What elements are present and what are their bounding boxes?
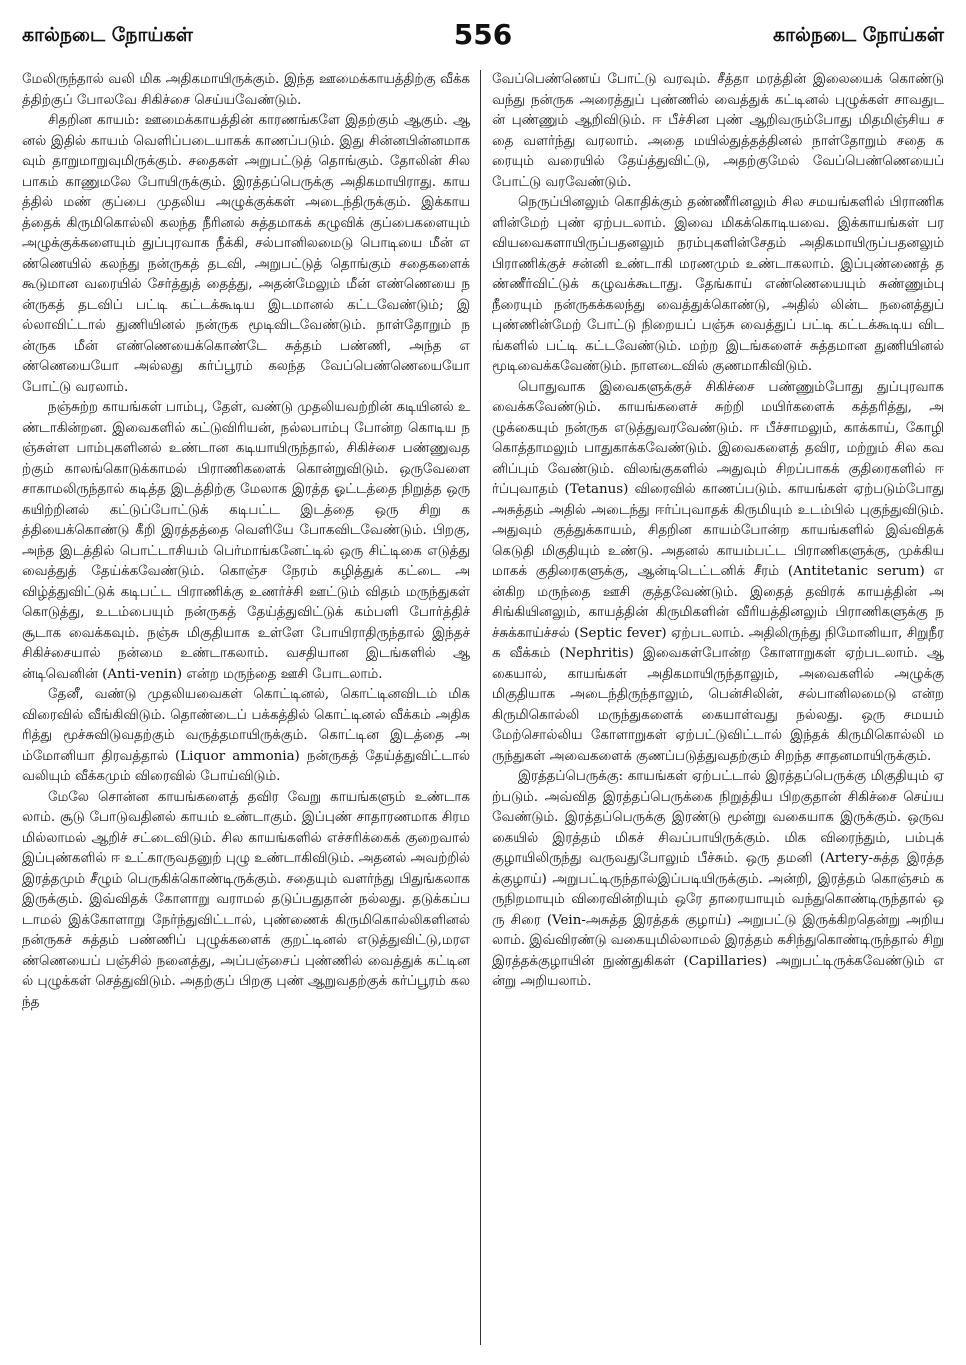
paragraph: பொதுவாக இவைகளுக்குச் சிகிச்சை பண்ணும்போது துப்புரவாக வைக்கவேண்டும். காயங்களைச் சுற்றி மயிர்களைக் கத்தரித்து, அழுக்கையும் நன்ருக எடுத்துவரவேண்டும். ஈ பீச்சாமலும், காக்காய், கோழி கொத்தாமலும் பாதுகாக்கவேண்டும். இவைகளைத் தவிர, மற்றும் சில கவனிப்பும் வேண்டும். விலங்குகளில் அதுவும் சிறப்பாகக் குதிரைகளில் ஈர்ப்புவாதம் (Tetanus) விரைவில் காணப்படும். காயங்கள் ஏற்படும்போது அசுத்தம் அதில் அடைந்து ஈர்ப்புவாதக் கிருமியும் உடம்பில் புகுந்துவிடும். அதுவும் குத்துக்காயம், சிதறின காயம்போன்ற காயங்களில் இவ்விதக் கெடுதி மிகுதியும் உண்டு. அதனல் காயம்பட்ட பிராணிகளுக்கு, முக்கியமாகக் குதிரைகளுக்கு, ஆன்டிடெட்டனிக் சீரம் (Antitetanic serum) என்கிற மருந்தை ஊசி குத்தவேண்டும். இதைத் தவிரக் காயத்தின் அசிங்கியினலும், காயத்தின் கிருமிகளின் வீரியத்தினலும் பிராணிகளுக்கு நச்சுக்காய்ச்சல் (Septic fever) ஏற்படலாம். அதிலிருந்து நிமோனியா, சிறுநீரக வீக்கம் (Nephritis) இவைகள்போன்ற கோளாறுகள் ஏற்படலாம். ஆகையால், காயங்கள் அதிகமாயிருந்தாலும், அவைகளில் அழுக்கு மிகுதியாக அடைந்திருந்தாலும், பென்சிலின், சல்பானிலமைடு என்ற கிருமிகொல்லி மருந்துகளைக் கையாள்வது நல்லது. ஒரு சமயம் மேற்சொல்லிய கோளாறுகள் ஏற்பட்டுவிட்டால் இந்தக் கிருமிகொல்லி மருந்துகள் அவைகளைக் குணப்படுத்துவதற்கும் சிறந்த சாதனமாயிருக்கும். xyxy=(492,379,944,764)
paragraph: நெருப்பினலும் கொதிக்கும் தண்ணீரினலும் சில சமயங்களில் பிராணிகளின்மேற் புண் ஏற்படலாம். இவை மிகக்கொடியவை. இக்காயங்கள் பரவியவைகளாயிருப்பதனலும் நரம்புகளின்சேதம் அதிகமாயிருப்பதனலும் பிராணிக்குச் சன்னி உண்டாகி மரணமும் உண்டாகலாம். இப்புண்ணைத் தண்ணீர்விட்டுக் கழுவக்கூடாது. தேங்காய் எண்ணெயையும் சுண்ணும்பு நீரையும் நன்ருகக்கலந்து வைத்துக்கொண்டு, அதில் லின்ட நனைத்துப் புண்ணின்மேற் போட்டு நிறையப் பஞ்சு வைத்துப் பட்டி கட்டக்கூடிய விடங்களில் பட்டி கட்டவேண்டும். மற்ற இடங்களைச் சுத்தமான துணியினல் மூடிவைக்கவேண்டும். நாளடைவில் குணமாகிவிடும். xyxy=(492,195,944,374)
page-number: 556 xyxy=(453,18,513,51)
column-divider xyxy=(480,70,481,1345)
paragraph: நஞ்சுற்ற காயங்கள் பாம்பு, தேள், வண்டு முதலியவற்றின் கடியினல் உண்டாகின்றன. இவைகளில் கட்டுவிரியன், நல்லபாம்பு போன்ற கொடிய நஞ்சுள்ள பாம்புகளினல் உண்டான கடியாயிருந்தால், சிகிச்சை பண்ணுவதற்கும் காலங்கொடுக்காமல் பிராணிகளைக் கொன்றுவிடும். ஒருவேளை சாகாமலிருந்தால் கடித்த இடத்திற்கு மேலாக இரத்த ஓட்டத்தை நிறுத்த ஒரு கயிற்றினல் கட்டுப்போட்டுக் கடிபட்ட இடத்தை ஒரு சிறு கத்தியைக்கொண்டு கீறி இரத்தத்தை வெளியே போகவிடவேண்டும். பிறகு, அந்த இடத்தில் பொட்டாசியம் பெர்மாங்கனேட்டில் ஒரு சிட்டிகை எடுத்து வைத்துத் தேய்க்கவேண்டும். கொஞ்ச நேரம் கழித்துக் கட்டை அவிழ்த்துவிட்டுக் கடிபட்ட பிராணிக்கு உணர்ச்சி ஊட்டும் விதம் மருந்துகள் கொடுத்து, உடம்பையும் நன்ருகத் தேய்த்துவிட்டுக் கம்பளி போர்த்திச் சூடாக வைக்கவும். நஞ்சு மிகுதியாக உள்ளே போயிராதிருந்தால் இந்தச் சிகிச்சையால் நன்மை உண்டாகலாம். வசதியான இடங்களில் ஆன்டிவெனின் (Anti-venin) என்ற மருந்தை ஊசி போடலாம். xyxy=(22,400,470,682)
paragraph: இரத்தப்பெருக்கு: காயங்கள் ஏற்பட்டால் இரத்தப்பெருக்கு மிகுதியும் ஏற்படும். அவ்வித இரத்தப்பெருக்கை நிறுத்திய பிறகுதான் சிகிச்சை செய்யவேண்டும். இரத்தப்பெருக்கு இரண்டு மூன்று வகையாக இருக்கும். ஒருவகையில் இரத்தம் மிகச் சிவப்பாயிருக்கும். மிக விரைந்தும், பம்புக் குழாயிலிருந்து வருவதுபோலும் பீச்சும். ஒரு தமனி (Artery-சுத்த இரத்தக்குழாய்) அறுபட்டிருந்தால்இப்படியிருக்கும். அன்றி, இரத்தம் கொஞ்சம் கருநிறமாயும் விரைவின்றியும் ஒரே தாரையாயும் வந்துகொண்டிருந்தால் ஒரு சிரை (Vein-அசுத்த இரத்தக் குழாய்) அறுபட்டு இருக்கிறதென்று அறியலாம். இவ்விரண்டு வகையுமில்லாமல் இரத்தம் கசிந்துகொண்டிருந்தால் சிறு இரத்தக்குழாயின் நுண்துகிகள் (Capillaries) அறுபட்டிருக்கவேண்டும் என்று அறியலாம். xyxy=(492,769,944,989)
left-text-column xyxy=(22,70,470,1347)
paragraph: மேலிருந்தால் வலி மிக அதிகமாயிருக்கும். இந்த ஊமைக்காயத்திற்கு வீக்கத்திற்குப் போலவே சிகிச்சை செய்யவேண்டும். xyxy=(22,72,470,108)
paragraph: சிதறின காயம்: ஊமைக்காயத்தின் காரணங்களே இதற்கும் ஆகும். ஆனல் இதில் காயம் வெளிப்படையாகக் காணப்படும். இது சின்னபின்னமாகவும் தாறுமாறுவுமிருக்கும். சதைகள் அறுபட்டுத் தொங்கும். தோலின் சிலபாகம் காணுமலே போயிருக்கும். இரத்தப்பெருக்கு அதிகமாயிராது. காயத்தில் மண் குப்பை முதலிய அழுக்குக்கள் அடைந்திருக்கும். இக்காயத்தைக் கிருமிகொல்லி கலந்த நீரினல் சுத்தமாகக் கழுவிக் குப்பைகளையும் அழுக்குக்களையும் துப்புரவாக நீக்கி, சல்பானிலமைடு பொடியை மீன் எண்ணெயில் கலந்து நன்ருகத் தடவி, அறுபட்டுத் தொங்கும் சதைகளைக் கூடுமான வரையில் சேர்த்துத் தைத்து, அதன்மேலும் மீன் எண்ணெயை நன்ருகத் தடவிப் பட்டி கட்டக்கூடிய இடமானல் கட்டவேண்டும்; இல்லாவிட்டால் துணியினல் நன்ருக மூடிவிடவேண்டும். நாள்தோறும் நன்ருக மீன் எண்ணெயைக்கொண்டே சுத்தம் பண்ணி, அந்த எண்ணெயையோ அல்லது கர்ப்பூரம் கலந்த வேப்பெண்ணெயையோ போட்டு வரலாம். xyxy=(22,113,470,395)
paragraph: வேப்பெண்ணெய் போட்டு வரவும். சீத்தா மரத்தின் இலையைக் கொண்டு வந்து நன்ருக அரைத்துப் புண்ணில் வைத்துக் கட்டினல் புழுக்கள் சாவதுடன் புண்ணும் ஆறிவிடும். ஈ பீச்சின புண் ஆறிவரும்போது மிதமிஞ்சிய சதை வளர்ந்து வரலாம். அதை மயில்துத்தத்தினல் நாள்தோறும் சதை கரையும் வரையில் தேய்த்துவிட்டு, அதற்குமேல் வேப்பெண்ணெயைப் போட்டு வரவேண்டும். xyxy=(492,72,944,190)
right-text-column xyxy=(492,70,944,1347)
left-running-title: கால்நடை நோய்கள் xyxy=(22,24,193,46)
paragraph: மேலே சொன்ன காயங்களைத் தவிர வேறு காயங்களும் உண்டாகலாம். சூடு போடுவதினல் காயம் உண்டாகும். இப்புண் சாதாரணமாக சிரமமில்லாமல் ஆறிச் சட்டைவிடும். சில காயங்களில் எச்சரிக்கைக் குறைவால் இப்புண்களில் ஈ உட்காருவதனுற் புழு உண்டாகிவிடும். அதனல் அவற்றில் இரத்தமும் சீழும் பெருகிக்கொண்டிருக்கும். சதையும் வளர்ந்து பிதுங்கலாக இருக்கும். இவ்விதக் கோளாறு வராமல் தடுப்பதுதான் நல்லது. தடுக்கப்படாமல் இக்கோளாறு நேர்ந்துவிட்டால், புண்ணைக் கிருமிகொல்லிகளினல் நன்ருகச் சுத்தம் பண்ணிப் புழுக்களைக் குறட்டினல் எடுத்துவிட்டு,மரஎண்ணெயைப் பஞ்சில் நனைத்து, அப்பஞ்சைப் புண்ணில் வைத்துக் கட்டினல் புழுக்கள் செத்துவிடும். அதற்குப் பிறகு புண் ஆறுவதற்குக் கர்ப்பூரம் கலந்த xyxy=(22,789,470,1010)
running-header xyxy=(22,18,944,54)
paragraph: தேனீ, வண்டு முதலியவைகள் கொட்டினல், கொட்டினவிடம் மிக விரைவில் வீங்கிவிடும். தொண்டைப் பக்கத்தில் கொட்டினல் வீக்கம் அதிகரித்து மூச்சுவிடுவதற்கும் வருத்தமாயிருக்கும். கொட்டின இடத்தை அம்மோனியா திரவத்தால் (Liquor ammonia) நன்ருகத் தேய்த்துவிட்டால் வலியும் வீக்கமும் விரைவில் போய்விடும். xyxy=(22,687,470,784)
right-running-title: கால்நடை நோய்கள் xyxy=(773,24,944,46)
